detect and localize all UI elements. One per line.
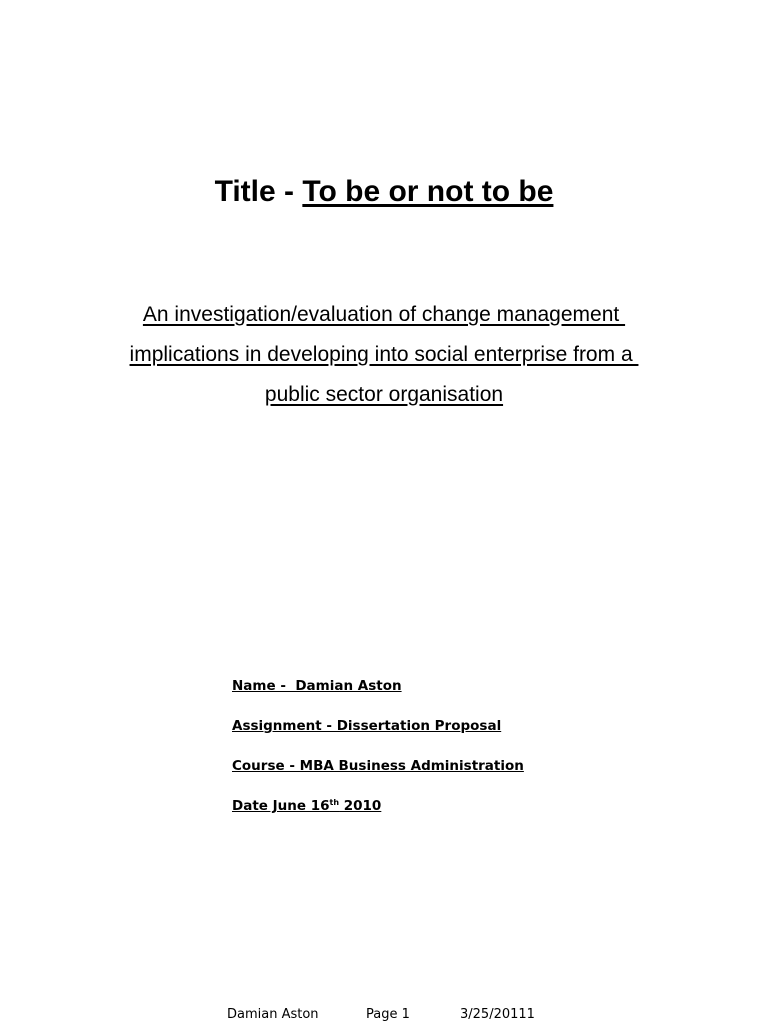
document-title <box>0 170 768 214</box>
subtitle-line-3: public sector organisation <box>264 383 504 406</box>
date-line <box>232 796 524 836</box>
title-main: To be or not to be <box>302 175 554 208</box>
assignment-line: Assignment - Dissertation Proposal <box>232 718 502 734</box>
footer-page-number: Page 1 <box>366 1007 410 1022</box>
footer-date: 3/25/20111 <box>460 1007 535 1022</box>
course-line: Course - MBA Business Administration <box>232 758 524 774</box>
name-line: Name - Damian Aston <box>232 678 402 694</box>
footer-author: Damian Aston <box>227 1007 319 1022</box>
author-details <box>232 676 524 836</box>
subtitle-line-1: An investigation/evaluation of change management <box>142 303 626 326</box>
date-prefix: Date June 16 <box>232 798 330 814</box>
title-prefix: Title - <box>214 175 303 208</box>
date-year: 2010 <box>339 798 382 814</box>
document-subtitle <box>90 295 678 415</box>
page-footer <box>0 1006 768 1024</box>
date-ordinal-suffix: th <box>329 798 340 807</box>
subtitle-line-2: implications in developing into social enterprise from a <box>129 343 639 366</box>
